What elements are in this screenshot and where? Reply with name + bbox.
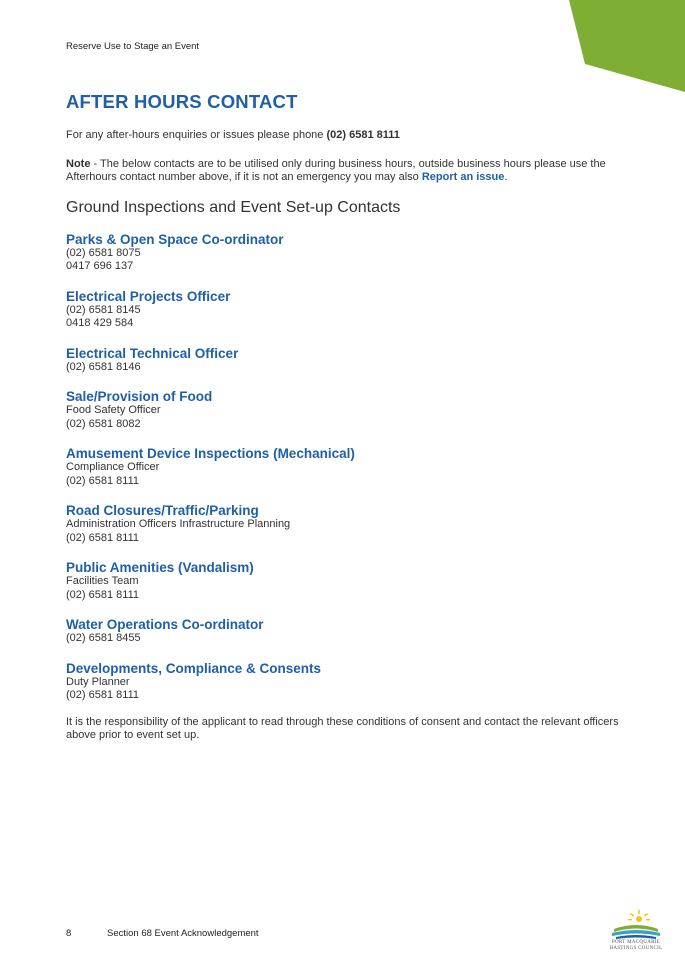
contact-detail: (02) 6581 8146 [66, 360, 141, 373]
contact-block [66, 560, 626, 602]
contact-detail: Facilities Team [66, 575, 139, 587]
contact-title: Developments, Compliance & Consents [66, 660, 322, 676]
council-logo-text: PORT MACQUARIE HASTINGS COUNCIL [609, 940, 663, 951]
contact-detail: (02) 6581 8111 [66, 531, 139, 544]
contact-title: Sale/Provision of Food [66, 389, 213, 404]
contact-block [66, 232, 626, 274]
contact-block [66, 446, 626, 488]
contacts-list [66, 232, 626, 703]
contact-block [66, 346, 626, 375]
note-label: Note [66, 157, 91, 170]
contact-block [66, 661, 626, 703]
contact-detail: (02) 6581 8075 [66, 246, 141, 259]
contact-detail: (02) 6581 8111 [66, 588, 139, 601]
corner-decoration [569, 0, 685, 92]
page-header-title: Reserve Use to Stage an Event [66, 41, 200, 52]
contact-detail: (02) 6581 8082 [66, 417, 141, 430]
contact-detail: Duty Planner [66, 675, 130, 688]
contact-title: Road Closures/Traffic/Parking [66, 503, 259, 518]
contact-title: Parks & Open Space Co-ordinator [66, 231, 284, 247]
contact-detail: 0418 429 584 [66, 317, 134, 329]
after-hours-text: For any after-hours enquiries or issues please phone [66, 129, 327, 141]
contact-title: Public Amenities (Vandalism) [66, 560, 254, 575]
contact-detail: 0417 696 137 [66, 260, 134, 272]
contact-title: Electrical Projects Officer [66, 288, 231, 304]
closing-paragraph: It is the responsibility of the applicant to read through these conditions of consent and contact the relevant officers above prior to event set up. [66, 715, 619, 741]
note-paragraph [66, 158, 626, 185]
note-text: - The below contacts are to be utilised only during business hours, outside business hours please use the Afterhours contact number above, if it is not an emergency you may also [66, 157, 606, 183]
contact-detail: Administration Officers Infrastructure Planning [66, 518, 291, 530]
contact-detail: (02) 6581 8455 [66, 632, 141, 644]
contact-block [66, 389, 626, 431]
contact-detail: (02) 6581 8111 [66, 474, 139, 487]
note-end: . [504, 171, 508, 183]
page-title: AFTER HOURS CONTACT [66, 91, 298, 112]
contact-title: Amusement Device Inspections (Mechanical) [66, 446, 355, 461]
after-hours-phone: (02) 6581 8111 [326, 129, 400, 141]
report-issue-link[interactable]: Report an issue [421, 171, 505, 183]
contact-detail: Compliance Officer [66, 461, 160, 473]
contact-detail: (02) 6581 8111 [66, 689, 139, 701]
contact-title: Electrical Technical Officer [66, 345, 239, 361]
footer-section-title: Section 68 Event Acknowledgement [107, 928, 259, 939]
contact-detail: (02) 6581 8145 [66, 303, 141, 316]
after-hours-paragraph [66, 129, 626, 143]
contact-title: Water Operations Co-ordinator [66, 617, 264, 632]
section-subheading: Ground Inspections and Event Set-up Contacts [66, 198, 401, 216]
contact-detail: Food Safety Officer [66, 404, 161, 416]
contact-block [66, 289, 626, 331]
main-content [66, 91, 626, 754]
contact-block [66, 617, 626, 646]
contact-block [66, 503, 626, 545]
page-number: 8 [66, 928, 72, 939]
